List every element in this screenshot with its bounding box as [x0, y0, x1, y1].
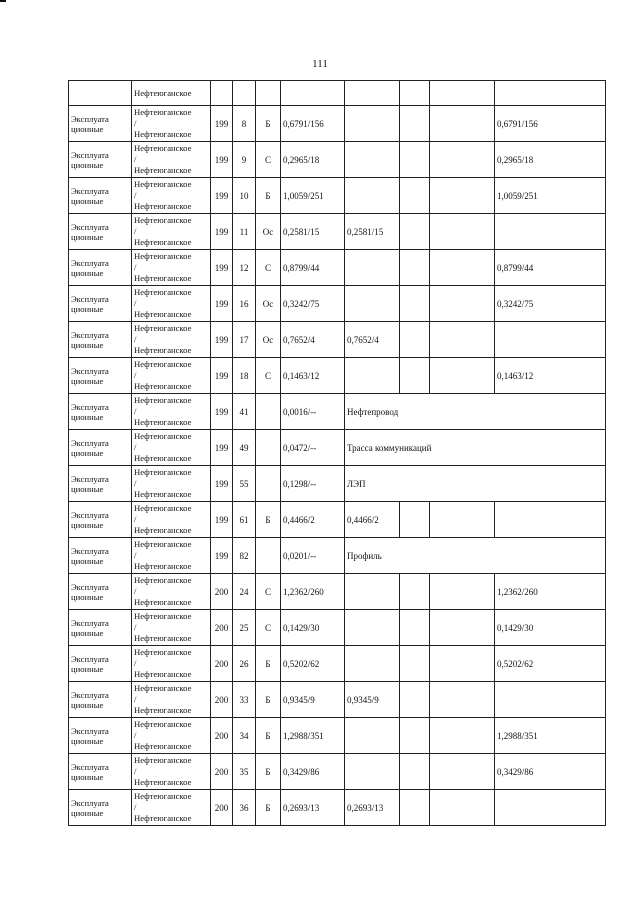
owner-name: Нефтеюганское	[134, 647, 192, 657]
cell-owner	[132, 106, 211, 142]
owner-separator: /	[134, 226, 137, 236]
table-row	[69, 142, 606, 178]
cell-col6	[345, 718, 400, 754]
cell-col7	[400, 322, 430, 358]
table-row	[69, 790, 606, 826]
cell-kind: Б	[256, 754, 281, 790]
table-row	[69, 394, 606, 430]
owner-separator: /	[134, 262, 137, 272]
owner-name: Нефтеюганское	[134, 755, 192, 765]
cell-quarter: 199	[211, 466, 233, 502]
cell-category: Эксплуата ционные	[69, 790, 132, 826]
cell-parcel: 8	[233, 106, 256, 142]
cell-quarter: 199	[211, 142, 233, 178]
cell-col9: 1,2988/351	[495, 718, 606, 754]
cell-col7	[400, 358, 430, 394]
table-row	[69, 682, 606, 718]
cell-quarter	[211, 81, 233, 106]
owner-separator: /	[134, 730, 137, 740]
cell-owner	[132, 466, 211, 502]
owner-separator: /	[134, 622, 137, 632]
cell-owner	[132, 574, 211, 610]
cell-area: 0,3429/86	[281, 754, 345, 790]
cell-col9	[495, 214, 606, 250]
owner-separator: /	[134, 550, 137, 560]
cell-area: 0,9345/9	[281, 682, 345, 718]
cell-area: 0,2581/15	[281, 214, 345, 250]
cell-area: 0,2693/13	[281, 790, 345, 826]
owner-separator: /	[134, 190, 137, 200]
cell-col6	[345, 574, 400, 610]
cell-owner	[132, 682, 211, 718]
cell-col6	[345, 286, 400, 322]
owner-separator: /	[134, 766, 137, 776]
cell-quarter: 199	[211, 214, 233, 250]
owner-name: Нефтеюганское	[134, 143, 192, 153]
cell-kind: С	[256, 250, 281, 286]
owner-name: Нефтеюганское	[134, 503, 192, 513]
cell-parcel: 49	[233, 430, 256, 466]
cell-owner	[132, 538, 211, 574]
cell-col7	[400, 646, 430, 682]
cell-kind: Б	[256, 178, 281, 214]
owner-separator: /	[134, 442, 137, 452]
scan-corner-mark	[0, 0, 6, 2]
owner-name: Нефтеюганское	[134, 741, 192, 751]
cell-area: 1,0059/251	[281, 178, 345, 214]
table-row	[69, 250, 606, 286]
cell-col7	[400, 574, 430, 610]
cell-parcel: 24	[233, 574, 256, 610]
cell-category: Эксплуата ционные	[69, 358, 132, 394]
cell-col9: 0,8799/44	[495, 250, 606, 286]
table-row	[69, 358, 606, 394]
cell-area	[281, 81, 345, 106]
cell-parcel: 18	[233, 358, 256, 394]
cell-col8	[430, 502, 495, 538]
owner-name: Нефтеюганское	[134, 237, 192, 247]
owner-separator: /	[134, 154, 137, 164]
cell-col6	[345, 81, 400, 106]
owner-name: Нефтеюганское	[134, 287, 192, 297]
cell-parcel	[233, 81, 256, 106]
cell-quarter: 199	[211, 430, 233, 466]
cell-quarter: 199	[211, 250, 233, 286]
cell-kind	[256, 81, 281, 106]
owner-name: Нефтеюганское	[134, 525, 192, 535]
owner-name: Нефтеюганское	[134, 345, 192, 355]
cell-area: 0,7652/4	[281, 322, 345, 358]
cell-owner	[132, 646, 211, 682]
cell-quarter: 200	[211, 574, 233, 610]
cell-owner	[132, 142, 211, 178]
cell-col9	[495, 682, 606, 718]
cell-quarter: 200	[211, 754, 233, 790]
cell-col7	[400, 250, 430, 286]
owner-name: Нефтеюганское	[134, 251, 192, 261]
table-row	[69, 574, 606, 610]
owner-name: Нефтеюганское	[134, 489, 192, 499]
cell-area: 0,8799/44	[281, 250, 345, 286]
cell-quarter: 199	[211, 502, 233, 538]
cell-col9: 0,6791/156	[495, 106, 606, 142]
table-row	[69, 538, 606, 574]
cell-col7	[400, 718, 430, 754]
cell-parcel: 36	[233, 790, 256, 826]
owner-name: Нефтеюганское	[134, 561, 192, 571]
cell-parcel: 12	[233, 250, 256, 286]
cell-owner	[132, 754, 211, 790]
cell-col9: 0,3429/86	[495, 754, 606, 790]
cell-parcel: 25	[233, 610, 256, 646]
owner-name: Нефтеюганское	[134, 453, 192, 463]
cell-col6: 0,9345/9	[345, 682, 400, 718]
cell-kind: Б	[256, 790, 281, 826]
cell-quarter: 199	[211, 286, 233, 322]
cell-col7	[400, 682, 430, 718]
cell-col9: 0,1463/12	[495, 358, 606, 394]
owner-separator: /	[134, 514, 137, 524]
cell-owner	[132, 790, 211, 826]
cell-col6: 0,7652/4	[345, 322, 400, 358]
owner-separator: /	[134, 298, 137, 308]
cell-area: 0,1463/12	[281, 358, 345, 394]
cell-category: Эксплуата ционные	[69, 466, 132, 502]
owner-name: Нефтеюганское	[134, 309, 192, 319]
cell-owner	[132, 214, 211, 250]
cell-owner	[132, 286, 211, 322]
owner-name: Нефтеюганское	[134, 381, 192, 391]
cell-quarter: 200	[211, 718, 233, 754]
cell-parcel: 82	[233, 538, 256, 574]
cell-area: 1,2988/351	[281, 718, 345, 754]
cell-owner	[132, 394, 211, 430]
cell-category: Эксплуата ционные	[69, 286, 132, 322]
cell-quarter: 200	[211, 610, 233, 646]
cell-category: Эксплуата ционные	[69, 610, 132, 646]
cell-kind: Б	[256, 682, 281, 718]
cell-category: Эксплуата ционные	[69, 502, 132, 538]
cell-kind	[256, 538, 281, 574]
cell-category: Эксплуата ционные	[69, 682, 132, 718]
cell-col6: 0,2693/13	[345, 790, 400, 826]
cell-owner	[132, 610, 211, 646]
cell-owner	[132, 178, 211, 214]
table-row	[69, 466, 606, 502]
cell-col7	[400, 142, 430, 178]
owner-name: Нефтеюганское	[134, 813, 192, 823]
owner-name: Нефтеюганское	[134, 88, 192, 98]
cell-col8	[430, 574, 495, 610]
cell-col8	[430, 214, 495, 250]
cell-kind	[256, 466, 281, 502]
owner-name: Нефтеюганское	[134, 395, 192, 405]
owner-name: Нефтеюганское	[134, 683, 192, 693]
cell-col9	[495, 322, 606, 358]
cell-col6: 0,4466/2	[345, 502, 400, 538]
owner-name: Нефтеюганское	[134, 575, 192, 585]
cell-quarter: 200	[211, 682, 233, 718]
cell-kind: С	[256, 142, 281, 178]
owner-name: Нефтеюганское	[134, 165, 192, 175]
cell-col9	[495, 502, 606, 538]
cell-category: Эксплуата ционные	[69, 538, 132, 574]
cell-parcel: 11	[233, 214, 256, 250]
cell-owner	[132, 358, 211, 394]
cell-parcel: 61	[233, 502, 256, 538]
cell-kind	[256, 430, 281, 466]
owner-separator: /	[134, 694, 137, 704]
cell-category	[69, 81, 132, 106]
cell-kind	[256, 394, 281, 430]
owner-separator: /	[134, 478, 137, 488]
land-parcels-table	[68, 80, 606, 826]
cell-col8	[430, 106, 495, 142]
cell-col7	[400, 178, 430, 214]
cell-col8	[430, 286, 495, 322]
cell-col6	[345, 142, 400, 178]
cell-parcel: 9	[233, 142, 256, 178]
cell-area: 0,4466/2	[281, 502, 345, 538]
cell-parcel: 33	[233, 682, 256, 718]
cell-col6	[345, 250, 400, 286]
cell-owner	[132, 81, 211, 106]
cell-category: Эксплуата ционные	[69, 214, 132, 250]
cell-col6: 0,2581/15	[345, 214, 400, 250]
owner-name: Нефтеюганское	[134, 719, 192, 729]
owner-name: Нефтеюганское	[134, 705, 192, 715]
cell-owner	[132, 322, 211, 358]
table-row	[69, 754, 606, 790]
cell-kind: С	[256, 610, 281, 646]
owner-name: Нефтеюганское	[134, 669, 192, 679]
cell-col9	[495, 81, 606, 106]
cell-col7	[400, 790, 430, 826]
owner-separator: /	[134, 370, 137, 380]
cell-col7	[400, 81, 430, 106]
cell-area: 0,0472/--	[281, 430, 345, 466]
cell-col9	[495, 790, 606, 826]
cell-col6	[345, 106, 400, 142]
cell-col8	[430, 790, 495, 826]
cell-parcel: 35	[233, 754, 256, 790]
cell-category: Эксплуата ционные	[69, 754, 132, 790]
cell-category: Эксплуата ционные	[69, 718, 132, 754]
cell-col8	[430, 754, 495, 790]
owner-name: Нефтеюганское	[134, 179, 192, 189]
cell-category: Эксплуата ционные	[69, 646, 132, 682]
cell-category: Эксплуата ционные	[69, 142, 132, 178]
cell-col9: 0,5202/62	[495, 646, 606, 682]
table-row	[69, 322, 606, 358]
cell-kind: Б	[256, 718, 281, 754]
table-body	[69, 81, 606, 826]
cell-owner	[132, 430, 211, 466]
cell-col7	[400, 610, 430, 646]
cell-kind: С	[256, 574, 281, 610]
page-number: 111	[312, 58, 328, 70]
cell-area: 0,0016/--	[281, 394, 345, 430]
table-row-continuation	[69, 81, 606, 106]
cell-col6	[345, 178, 400, 214]
cell-quarter: 199	[211, 322, 233, 358]
cell-col9: 1,2362/260	[495, 574, 606, 610]
cell-area: 0,3242/75	[281, 286, 345, 322]
cell-quarter: 200	[211, 646, 233, 682]
cell-area: 0,2965/18	[281, 142, 345, 178]
cell-quarter: 199	[211, 106, 233, 142]
cell-parcel: 34	[233, 718, 256, 754]
cell-col8	[430, 322, 495, 358]
cell-kind: Б	[256, 502, 281, 538]
cell-col6	[345, 610, 400, 646]
cell-col7	[400, 754, 430, 790]
cell-category: Эксплуата ционные	[69, 574, 132, 610]
cell-parcel: 55	[233, 466, 256, 502]
cell-category: Эксплуата ционные	[69, 106, 132, 142]
cell-col8	[430, 358, 495, 394]
table-row	[69, 430, 606, 466]
cell-kind: С	[256, 358, 281, 394]
cell-category: Эксплуата ционные	[69, 394, 132, 430]
owner-separator: /	[134, 334, 137, 344]
owner-separator: /	[134, 802, 137, 812]
cell-col8	[430, 142, 495, 178]
cell-parcel: 41	[233, 394, 256, 430]
owner-name: Нефтеюганское	[134, 611, 192, 621]
cell-col9: 0,1429/30	[495, 610, 606, 646]
owner-name: Нефтеюганское	[134, 431, 192, 441]
cell-category: Эксплуата ционные	[69, 430, 132, 466]
table-row	[69, 646, 606, 682]
cell-col7	[400, 106, 430, 142]
table-row	[69, 718, 606, 754]
table-row	[69, 502, 606, 538]
cell-quarter: 199	[211, 178, 233, 214]
cell-note: Трасса коммуникаций	[345, 430, 606, 466]
cell-col8	[430, 250, 495, 286]
owner-name: Нефтеюганское	[134, 201, 192, 211]
cell-area: 0,1429/30	[281, 610, 345, 646]
cell-category: Эксплуата ционные	[69, 178, 132, 214]
cell-parcel: 17	[233, 322, 256, 358]
cell-area: 1,2362/260	[281, 574, 345, 610]
owner-separator: /	[134, 406, 137, 416]
cell-col8	[430, 81, 495, 106]
cell-area: 0,5202/62	[281, 646, 345, 682]
cell-col8	[430, 646, 495, 682]
cell-owner	[132, 718, 211, 754]
owner-separator: /	[134, 586, 137, 596]
table-row	[69, 610, 606, 646]
cell-kind: Ос	[256, 214, 281, 250]
owner-name: Нефтеюганское	[134, 129, 192, 139]
cell-col9: 1,0059/251	[495, 178, 606, 214]
cell-kind: Б	[256, 646, 281, 682]
cell-quarter: 200	[211, 790, 233, 826]
owner-name: Нефтеюганское	[134, 777, 192, 787]
cell-note: Профиль	[345, 538, 606, 574]
cell-col8	[430, 718, 495, 754]
cell-note: ЛЭП	[345, 466, 606, 502]
cell-kind: Б	[256, 106, 281, 142]
cell-col6	[345, 358, 400, 394]
cell-area: 0,0201/--	[281, 538, 345, 574]
cell-parcel: 26	[233, 646, 256, 682]
owner-name: Нефтеюганское	[134, 539, 192, 549]
owner-name: Нефтеюганское	[134, 467, 192, 477]
owner-name: Нефтеюганское	[134, 215, 192, 225]
owner-name: Нефтеюганское	[134, 417, 192, 427]
cell-area: 0,1298/--	[281, 466, 345, 502]
cell-col7	[400, 214, 430, 250]
cell-quarter: 199	[211, 538, 233, 574]
owner-name: Нефтеюганское	[134, 107, 192, 117]
cell-owner	[132, 250, 211, 286]
cell-col8	[430, 610, 495, 646]
cell-col9: 0,2965/18	[495, 142, 606, 178]
owner-name: Нефтеюганское	[134, 633, 192, 643]
owner-name: Нефтеюганское	[134, 597, 192, 607]
table-row	[69, 286, 606, 322]
cell-kind: Ос	[256, 286, 281, 322]
cell-category: Эксплуата ционные	[69, 250, 132, 286]
table-row	[69, 106, 606, 142]
cell-col6	[345, 646, 400, 682]
cell-note: Нефтепровод	[345, 394, 606, 430]
cell-col9: 0,3242/75	[495, 286, 606, 322]
table-row	[69, 178, 606, 214]
cell-col6	[345, 754, 400, 790]
cell-quarter: 199	[211, 394, 233, 430]
cell-owner	[132, 502, 211, 538]
cell-quarter: 199	[211, 358, 233, 394]
owner-separator: /	[134, 118, 137, 128]
owner-name: Нефтеюганское	[134, 359, 192, 369]
cell-parcel: 16	[233, 286, 256, 322]
cell-col8	[430, 178, 495, 214]
cell-col7	[400, 502, 430, 538]
owner-name: Нефтеюганское	[134, 323, 192, 333]
cell-col7	[400, 286, 430, 322]
cell-kind: Ос	[256, 322, 281, 358]
cell-parcel: 10	[233, 178, 256, 214]
cell-area: 0,6791/156	[281, 106, 345, 142]
owner-separator: /	[134, 658, 137, 668]
cell-category: Эксплуата ционные	[69, 322, 132, 358]
cell-col8	[430, 682, 495, 718]
owner-name: Нефтеюганское	[134, 273, 192, 283]
table-row	[69, 214, 606, 250]
owner-name: Нефтеюганское	[134, 791, 192, 801]
